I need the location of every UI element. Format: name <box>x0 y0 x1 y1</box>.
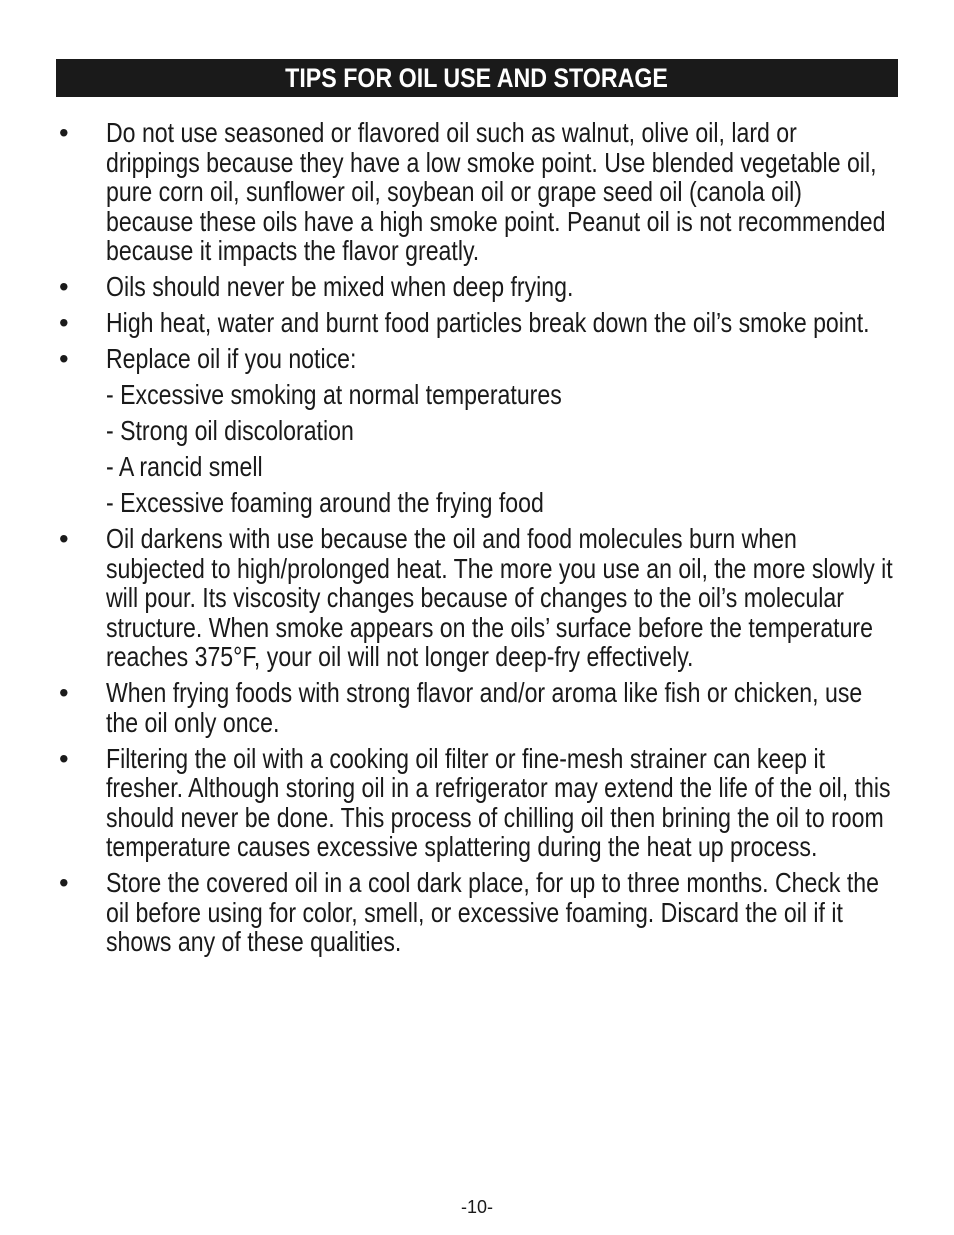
list-item <box>56 524 906 672</box>
section-title: TIPS FOR OIL USE AND STORAGE <box>285 62 669 93</box>
list-item-text: Oil darkens with use because the oil and food molecules burn when subjected to high/prolonged heat. The more you use an oil, the more slowly it will pour. Its viscosity changes because of changes to the oil’s molecular structure. When smoke appears on the oils’ surface before the temperature reaches 375°F, your oil will not longer deep-fry effectively. <box>106 523 893 672</box>
list-item-text: Replace oil if you notice: <box>106 343 357 374</box>
list-item-text: Filtering the oil with a cooking oil filter or fine-mesh strainer can keep it fresher. Although storing oil in a refrigerator may extend the life of the oil, this should never be done. This process of chilling oil then brining the oil to room temperature causes excessive splattering during the heat up process. <box>106 742 891 862</box>
sub-list-item-text: - A rancid smell <box>106 451 263 482</box>
bullet-icon: • <box>59 117 69 148</box>
list-item-text: High heat, water and burnt food particles break down the oil’s smoke point. <box>106 307 870 338</box>
sub-list-item <box>56 488 906 518</box>
page-number: -10- <box>460 1197 493 1217</box>
list-item-text: Oils should never be mixed when deep frying. <box>106 271 574 302</box>
bullet-icon: • <box>59 523 69 554</box>
sub-list-item-text: - Strong oil discoloration <box>106 415 354 446</box>
bullet-icon: • <box>59 677 69 708</box>
sub-list-item-text: - Excessive smoking at normal temperatures <box>106 379 562 410</box>
list-item <box>56 868 906 957</box>
list-item <box>56 118 906 266</box>
bullet-icon: • <box>59 742 69 774</box>
list-item <box>56 344 906 374</box>
tips-list <box>56 118 906 963</box>
list-item-text: When frying foods with strong flavor and/or aroma like fish or chicken, use the oil only once. <box>106 677 863 738</box>
sub-list-item <box>56 380 906 410</box>
sub-list-item <box>56 452 906 482</box>
list-item <box>56 744 906 862</box>
section-header-bar <box>56 59 898 97</box>
sub-list-item <box>56 416 906 446</box>
bullet-icon: • <box>59 271 69 302</box>
bullet-icon: • <box>59 867 69 898</box>
list-item <box>56 272 906 302</box>
list-item-text: Store the covered oil in a cool dark place, for up to three months. Check the oil before using for color, smell, or excessive foaming. Discard the oil if it shows any of these qualities. <box>106 867 879 957</box>
list-item-text: Do not use seasoned or flavored oil such as walnut, olive oil, lard or drippings because they have a low smoke point. Use blended vegetable oil, pure corn oil, sunflower oil, soybean oil or grape seed oil (canola oil) because these oils have a high smoke point. Peanut oil is not recommended because it impacts the flavor greatly. <box>106 117 886 266</box>
list-item <box>56 308 906 338</box>
bullet-icon: • <box>59 343 69 374</box>
bullet-icon: • <box>59 307 69 338</box>
list-item <box>56 678 906 737</box>
sub-list-item-text: - Excessive foaming around the frying food <box>106 487 544 518</box>
